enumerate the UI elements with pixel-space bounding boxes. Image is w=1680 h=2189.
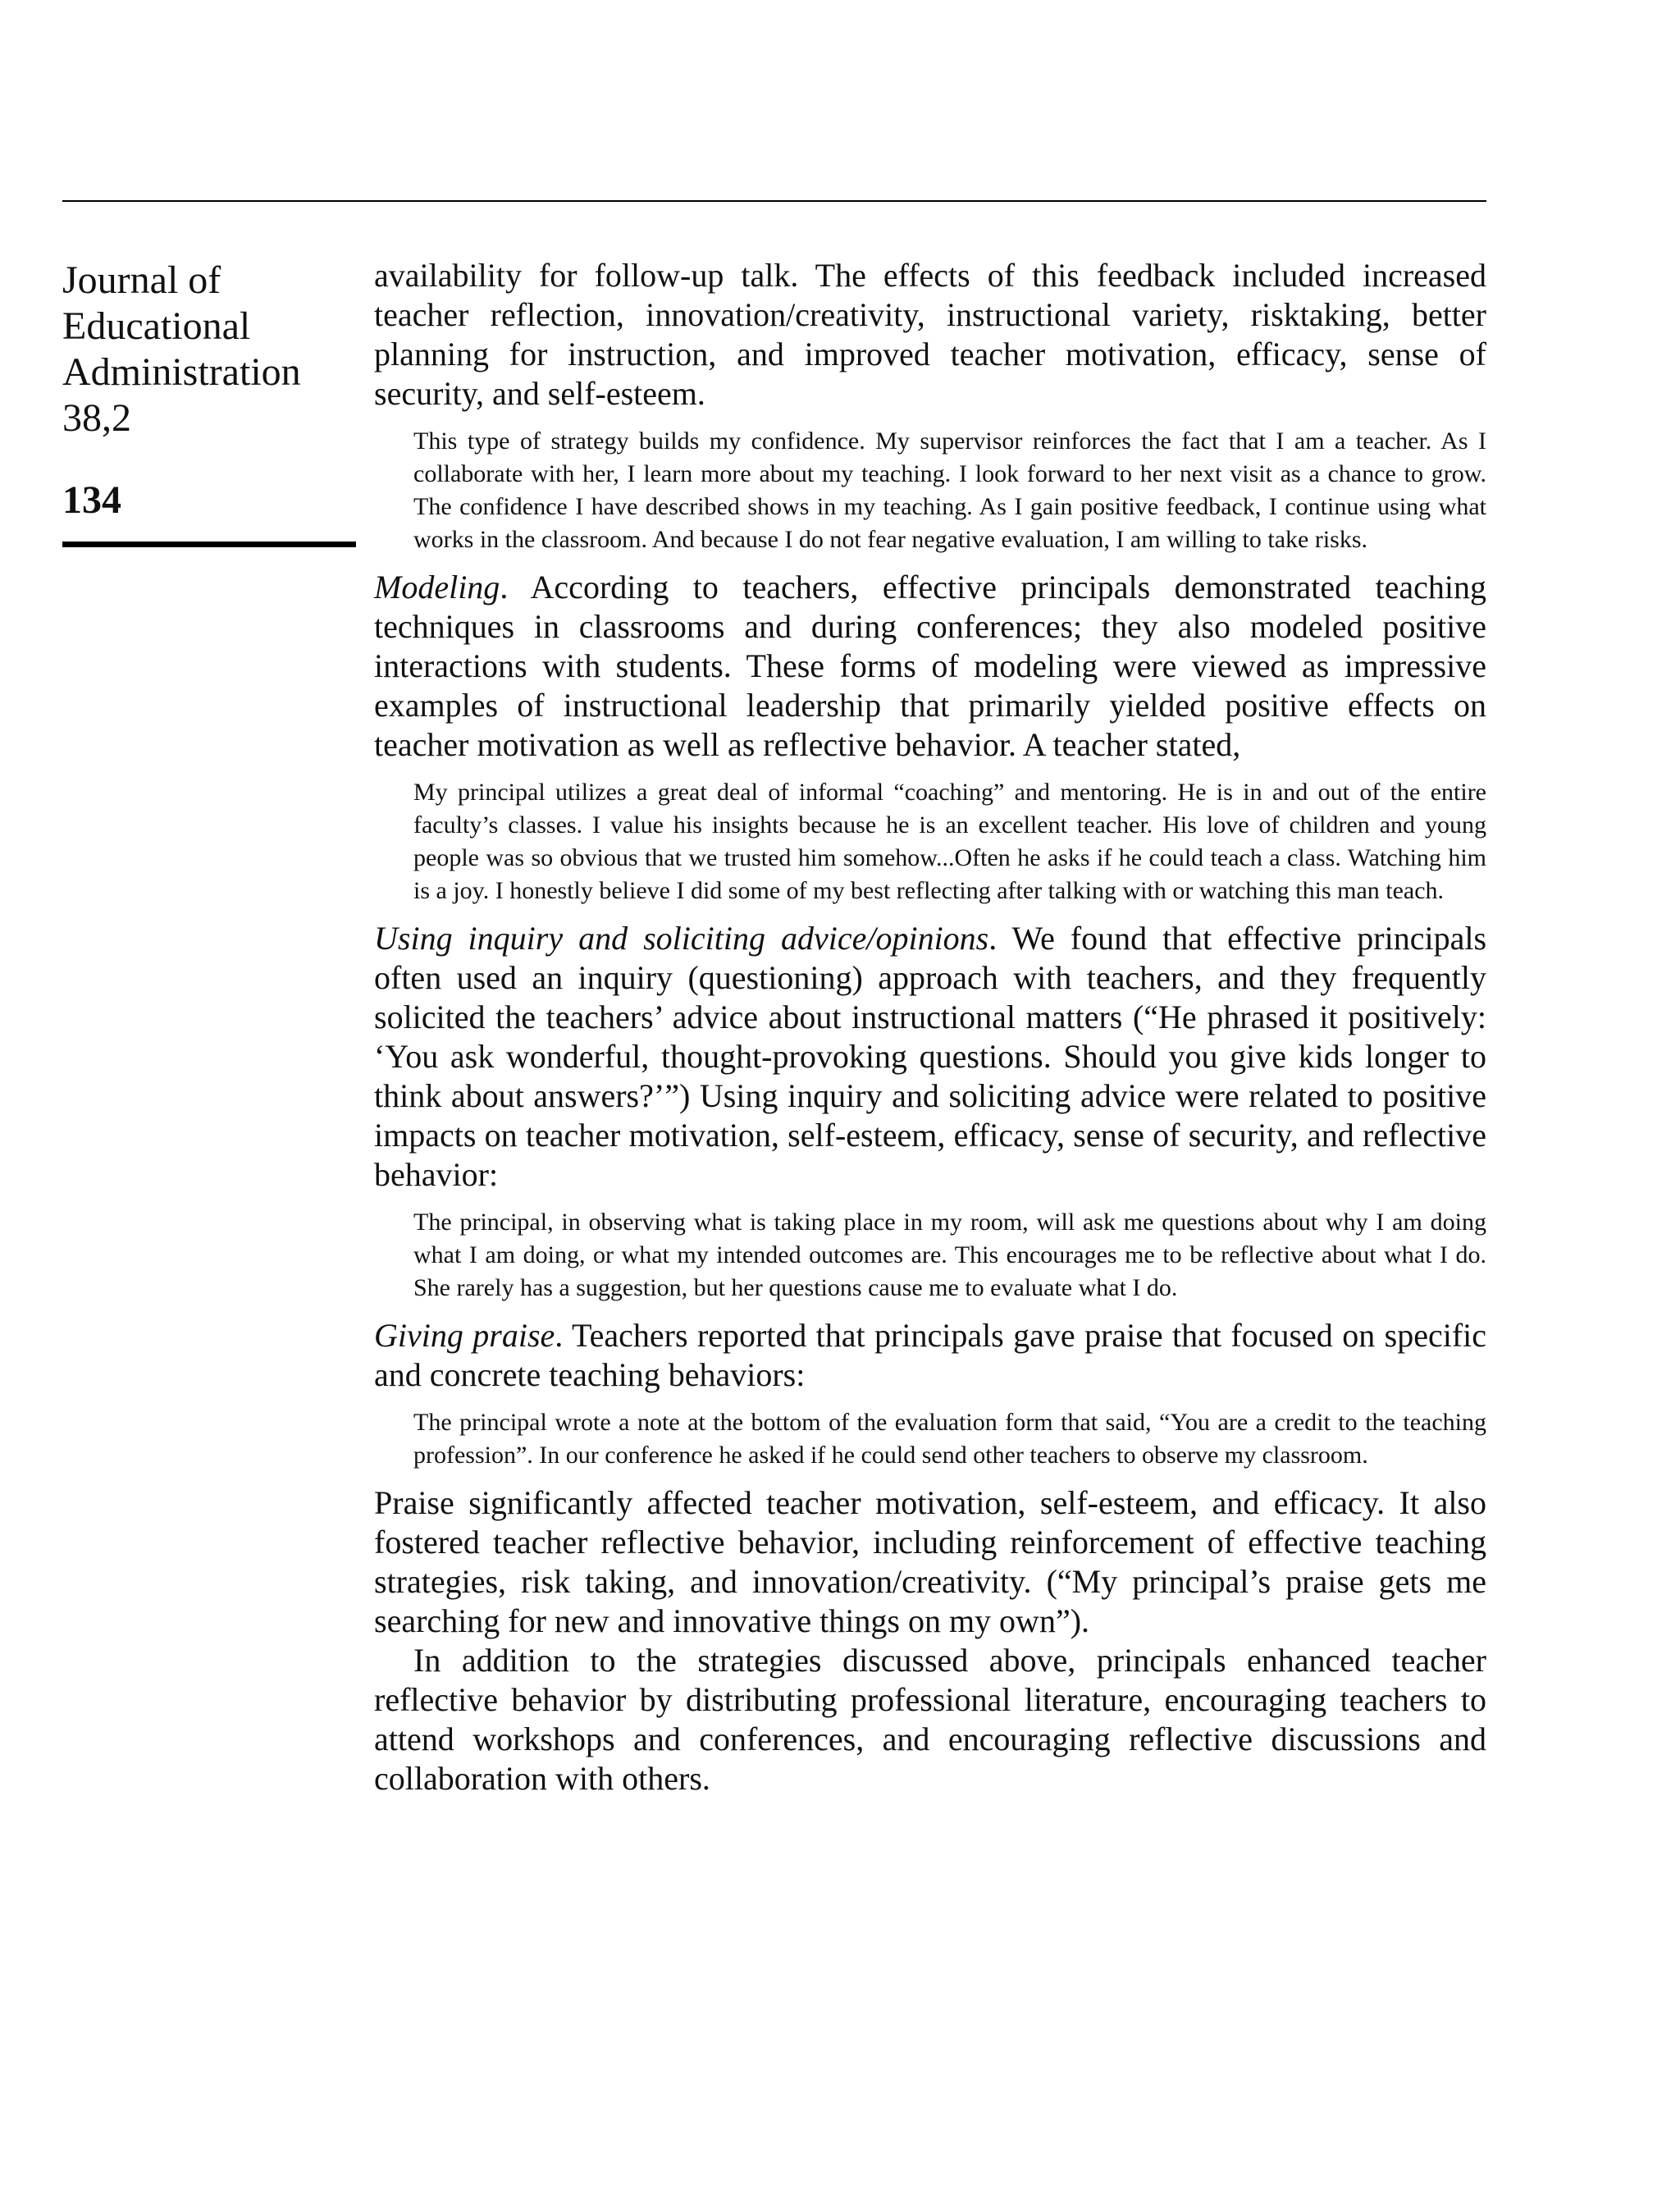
paragraph-other-strategies: In addition to the strategies discussed above, principals enhanced teacher reflective behavior by distributing professional literature, encouraging teachers to attend workshops and conferences, and encouraging reflective discussions and collaboration with others. <box>374 1642 1486 1797</box>
paragraph-praise <box>374 1316 1486 1395</box>
section-heading-praise: Giving praise <box>374 1317 555 1354</box>
sidebar-rule <box>62 542 356 547</box>
quote-questions: The principal, in observing what is taking place in my room, will ask me questions about why I am doing what I am doing, or what my intended outcomes are. This encourages me to be reflective about what I do. She rarely has a suggestion, but her questions cause me to evaluate what I do. <box>413 1209 1486 1301</box>
paragraph-praise-text: . Teachers reported that principals gave praise that focused on specific and concrete teaching behaviors: <box>374 1317 1487 1393</box>
paragraph-inquiry <box>374 919 1486 1195</box>
journal-name: Journal of Educational Administration <box>62 258 301 394</box>
paragraph-feedback-effects: availability for follow-up talk. The effects of this feedback included increased teacher reflection, innovation/creativity, instructional variety, risktaking, better planning for instruction, and improved teacher motivation, efficacy, sense of security, and self-esteem. <box>374 257 1486 412</box>
volume-issue: 38,2 <box>62 396 131 440</box>
section-heading-modeling: Modeling <box>374 569 500 606</box>
header-rule <box>62 200 1486 202</box>
paragraph-inquiry-text: . We found that effective principals often used an inquiry (questioning) approach with teachers, and they frequently solicited the teachers’ advice about instructional matters (“He phrased it positively: ‘You ask wonderful, thought-provoking questions. Should you give kids longer to think about answers?’”) Using inquiry and soliciting advice were related to positive impacts on teacher motivation, self-esteem, efficacy, sense of security, and reflective behavior: <box>374 920 1487 1193</box>
article-body <box>374 256 1486 1798</box>
paragraph-modeling <box>374 568 1486 765</box>
paragraph-praise-effects: Praise significantly affected teacher motivation, self-esteem, and efficacy. It also fostered teacher reflective behavior, including reinforcement of effective teaching strategies, risk taking, and innovation/creativity. (“My principal’s praise gets me searching for new and innovative things on my own”). <box>374 1484 1486 1639</box>
section-heading-inquiry: Using inquiry and soliciting advice/opinions <box>374 920 989 957</box>
quote-coaching: My principal utilizes a great deal of informal “coaching” and mentoring. He is in and out of the entire faculty’s classes. I value his insights because he is an excellent teacher. His love of children and young people was so obvious that we trusted him somehow...Often he asks if he could teach a class. Watching him is a joy. I honestly believe I did some of my best reflecting after talking with or watching this man teach. <box>413 779 1486 904</box>
quote-credit: The principal wrote a note at the bottom of the evaluation form that said, “You are a credit to the teaching profession”. In our conference he asked if he could send other teachers to observe my classroom. <box>413 1409 1486 1469</box>
page-number: 134 <box>62 478 121 522</box>
paragraph-modeling-text: . According to teachers, effective principals demonstrated teaching techniques in classrooms and during conferences; they also modeled positive interactions with students. These forms of modeling were viewed as impressive examples of instructional leadership that primarily yielded positive effects on teacher motivation as well as reflective behavior. A teacher stated, <box>374 569 1486 763</box>
quote-confidence: This type of strategy builds my confidence. My supervisor reinforces the fact that I am a teacher. As I collaborate with her, I learn more about my teaching. I look forward to her next visit as a chance to grow. The confidence I have described shows in my teaching. As I gain positive feedback, I continue using what works in the classroom. And because I do not fear negative evaluation, I am willing to take risks. <box>413 427 1486 553</box>
running-head <box>62 258 358 547</box>
